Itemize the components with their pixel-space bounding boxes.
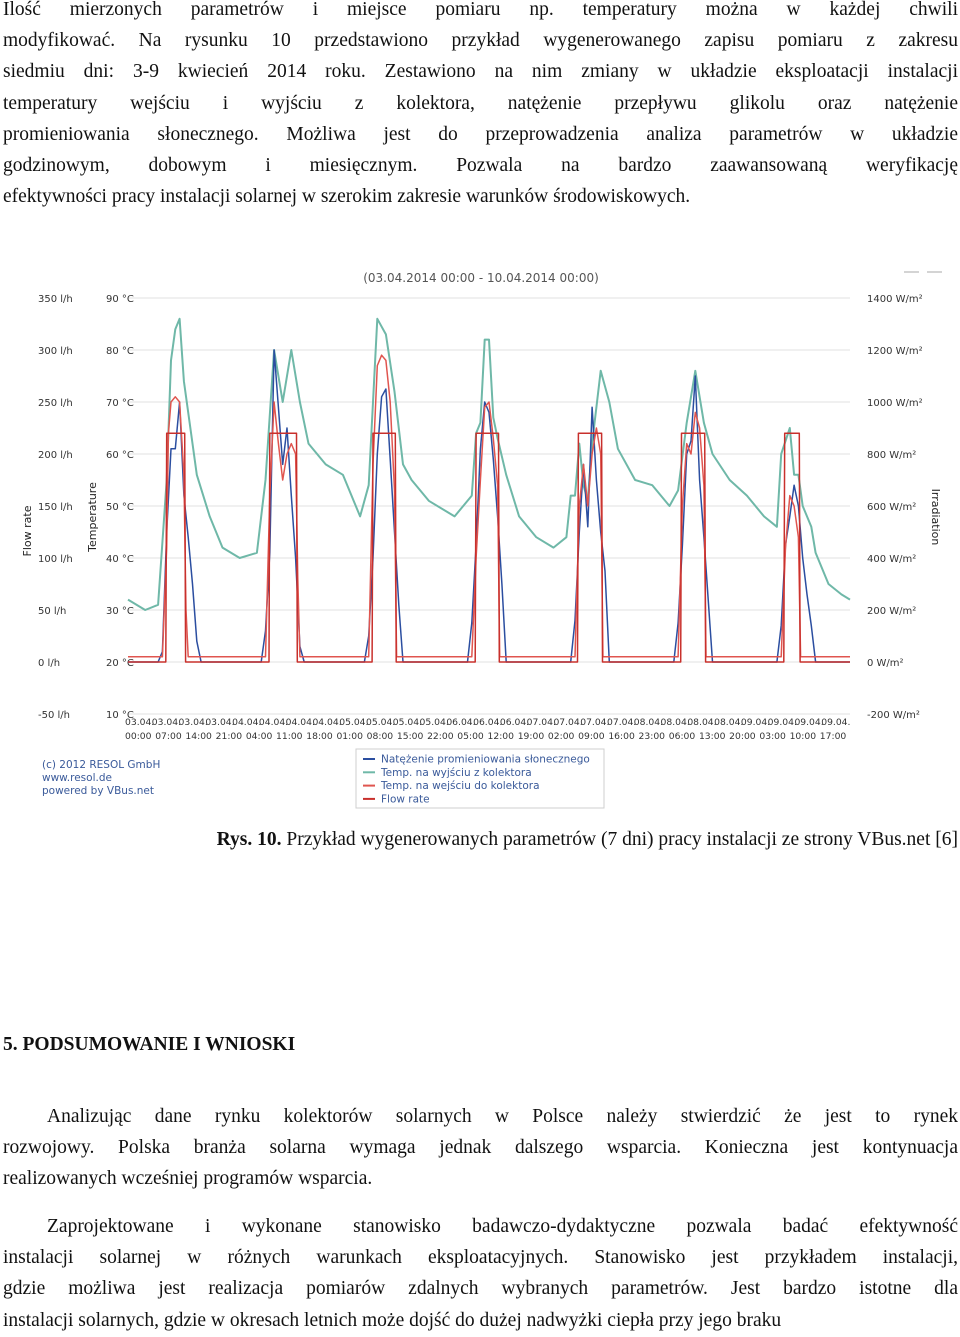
flow-tick-label: 100 l/h [38, 554, 73, 565]
x-tick-date-label: 08.04. [714, 717, 744, 728]
text-line: Ilość mierzonych parametrów i miejsce pomiaru np. temperatury można w każdej chwili [3, 0, 958, 20]
chart-svg [0, 255, 960, 815]
x-tick-date-label: 04.04. [285, 717, 315, 728]
x-tick-date-label: 08.04. [633, 717, 664, 728]
x-tick-date-label: 06.04. [473, 717, 503, 728]
x-tick-date-label: 08.04. [687, 717, 717, 728]
x-tick-time-label: 19:00 [517, 731, 545, 742]
x-tick-time-label: 20:00 [729, 731, 756, 742]
irradiation-tick-label: 1200 W/m² [867, 346, 923, 357]
x-tick-date-label: 09.04. [821, 717, 851, 728]
text-line: Zaprojektowane i wykonane stanowisko badawczo-dydaktyczne pozwala badać efektywność [47, 1216, 958, 1237]
x-tick-date-label: 09.04. [767, 717, 797, 728]
flow-tick-label: 150 l/h [38, 502, 73, 513]
irradiation-tick-label: 1000 W/m² [867, 398, 923, 409]
x-tick-time-label: 14:00 [185, 731, 212, 742]
x-tick-time-label: 01:00 [336, 731, 363, 742]
legend-label: Natężenie promieniowania słonecznego [381, 753, 590, 766]
x-tick-date-label: 07.04. [607, 717, 637, 728]
x-tick-time-label: 13:00 [698, 731, 726, 742]
temp-out-series-line [128, 319, 850, 610]
x-tick-date-label: 09.04. [740, 717, 771, 728]
x-tick-time-label: 22:00 [427, 731, 454, 742]
x-tick-date-label: 07.04. [553, 717, 583, 728]
figure-caption-text: Przykład wygenerowanych parametrów (7 dni) pracy instalacji ze strony VBus.net [6] [281, 829, 958, 850]
text-line: realizowanych wcześniej programów wsparcia. [3, 1168, 373, 1190]
x-tick-time-label: 12:00 [487, 731, 514, 742]
x-tick-time-label: 06:00 [668, 731, 696, 742]
credit-text: (c) 2012 RESOL GmbH [42, 759, 161, 771]
flow-tick-label: 200 l/h [38, 450, 73, 461]
chart-title: (03.04.2014 00:00 - 10.04.2014 00:00) [363, 271, 599, 285]
text-line: rozwojowy. Polska branża solarna wymaga jednak dalszego wsparcia. Konieczna jest kontynuacja [3, 1137, 958, 1159]
x-tick-time-label: 17:00 [819, 731, 847, 742]
x-tick-time-label: 21:00 [215, 731, 243, 742]
irradiation-tick-label: 600 W/m² [867, 502, 917, 513]
x-tick-date-label: 04.04. [258, 717, 289, 728]
text-line: instalacji solarnych, gdzie w okresach letnich może dojść do dużej nadwyżki ciepła przy jego braku [3, 1309, 782, 1331]
temperature-tick-label: 20 °C [106, 658, 134, 669]
x-tick-date-label: 04.04. [232, 717, 262, 728]
flow-tick-label: 50 l/h [38, 606, 67, 617]
temperature-tick-label: 90 °C [106, 294, 134, 305]
x-tick-date-label: 03.04. [151, 717, 182, 728]
temperature-axis-title: Temperature [86, 482, 99, 552]
x-tick-date-label: 03.04. [125, 717, 155, 728]
x-tick-time-label: 05:00 [457, 731, 484, 742]
paragraph-summary-1 [3, 1101, 958, 1195]
legend-label: Flow rate [381, 793, 430, 806]
x-tick-time-label: 15:00 [396, 731, 424, 742]
section-heading: 5. PODSUMOWANIE I WNIOSKI [3, 1034, 296, 1055]
x-tick-time-label: 02:00 [547, 731, 575, 742]
figure-caption-label: Rys. 10. [216, 829, 282, 850]
text-line: promieniowania słonecznego. Możliwa jest do przeprowadzenia analiza parametrów w układzie [3, 123, 958, 145]
x-tick-time-label: 11:00 [276, 731, 303, 742]
x-tick-time-label: 03:00 [759, 731, 786, 742]
x-tick-date-label: 04.04. [312, 717, 342, 728]
x-tick-date-label: 05.04. [366, 717, 396, 728]
x-tick-date-label: 06.04. [499, 717, 530, 728]
x-tick-date-label: 05.04. [339, 717, 369, 728]
x-tick-date-label: 07.04. [580, 717, 610, 728]
flow-tick-label: 0 l/h [38, 658, 61, 669]
flow-tick-label: -50 l/h [38, 710, 70, 721]
legend-label: Temp. na wyjściu z kolektora [381, 766, 532, 779]
x-tick-date-label: 03.04. [178, 717, 208, 728]
irradiation-tick-label: 1400 W/m² [867, 294, 923, 305]
text-line: godzinowym, dobowym i miesięcznym. Pozwala na bardzo zaawansowaną weryfikację [3, 154, 958, 176]
paragraph-intro [3, 0, 958, 212]
flow-tick-label: 300 l/h [38, 346, 73, 357]
figure-caption [3, 829, 958, 851]
irradiation-axis-title: Irradiation [929, 488, 942, 546]
irradiation-tick-label: 0 W/m² [867, 658, 904, 669]
x-tick-time-label: 16:00 [608, 731, 635, 742]
flow-rate-series-line [128, 433, 850, 662]
temperature-tick-label: 60 °C [106, 450, 134, 461]
x-tick-time-label: 04:00 [245, 731, 273, 742]
x-tick-date-label: 07.04. [526, 717, 556, 728]
temperature-tick-label: 30 °C [106, 606, 134, 617]
x-tick-date-label: 06.04. [446, 717, 476, 728]
x-tick-time-label: 00:00 [125, 731, 152, 742]
flow-axis-title: Flow rate [21, 505, 34, 557]
x-tick-time-label: 08:00 [366, 731, 394, 742]
irradiation-tick-label: -200 W/m² [867, 710, 920, 721]
temperature-tick-label: 10 °C [106, 710, 134, 721]
text-line: efektywności pracy instalacji solarnej w szerokim zakresie warunków środowiskowych. [3, 186, 691, 208]
x-tick-time-label: 23:00 [638, 731, 666, 742]
credit-text: powered by VBus.net [42, 785, 154, 797]
x-tick-date-label: 05.04. [392, 717, 423, 728]
figure-chart [0, 255, 960, 815]
credit-text: www.resol.de [42, 772, 112, 784]
x-tick-time-label: 10:00 [789, 731, 817, 742]
x-tick-time-label: 09:00 [578, 731, 605, 742]
irradiation-tick-label: 400 W/m² [867, 554, 917, 565]
text-line: gdzie możliwa jest realizacja pomiarów zdalnych wybranych parametrów. Jest bardzo istotne dla [3, 1278, 958, 1300]
text-line: instalacji solarnej w różnych warunkach eksploatacyjnych. Stanowisko jest przykładem instalacji, [3, 1247, 958, 1269]
irradiation-tick-label: 200 W/m² [867, 606, 917, 617]
x-tick-date-label: 09.04. [794, 717, 824, 728]
flow-tick-label: 250 l/h [38, 398, 73, 409]
temperature-tick-label: 50 °C [106, 502, 134, 513]
paragraph-summary-2 [3, 1211, 958, 1336]
x-tick-date-label: 08.04. [660, 717, 690, 728]
text-line: siedmiu dni: 3-9 kwiecień 2014 roku. Zestawiono na nim zmiany w układzie eksploatacji instalacji [3, 61, 958, 83]
temperature-tick-label: 70 °C [106, 398, 134, 409]
temperature-tick-label: 40 °C [106, 554, 134, 565]
text-line: temperatury wejściu i wyjściu z kolektora, natężenie przepływu glikolu oraz natężenie [3, 92, 958, 114]
temperature-tick-label: 80 °C [106, 346, 134, 357]
x-tick-time-label: 07:00 [155, 731, 182, 742]
legend-label: Temp. na wejściu do kolektora [381, 780, 540, 793]
text-line: modyfikować. Na rysunku 10 przedstawiono przykład wygenerowanego zapisu pomiaru z zakresu [3, 30, 958, 52]
flow-tick-label: 350 l/h [38, 294, 73, 305]
x-tick-date-label: 05.04. [419, 717, 449, 728]
irradiation-tick-label: 800 W/m² [867, 450, 917, 461]
x-tick-date-label: 03.04. [205, 717, 235, 728]
x-tick-time-label: 18:00 [306, 731, 333, 742]
text-line: Analizując dane rynku kolektorów solarnych w Polsce należy stwierdzić że jest to rynek [47, 1106, 958, 1127]
